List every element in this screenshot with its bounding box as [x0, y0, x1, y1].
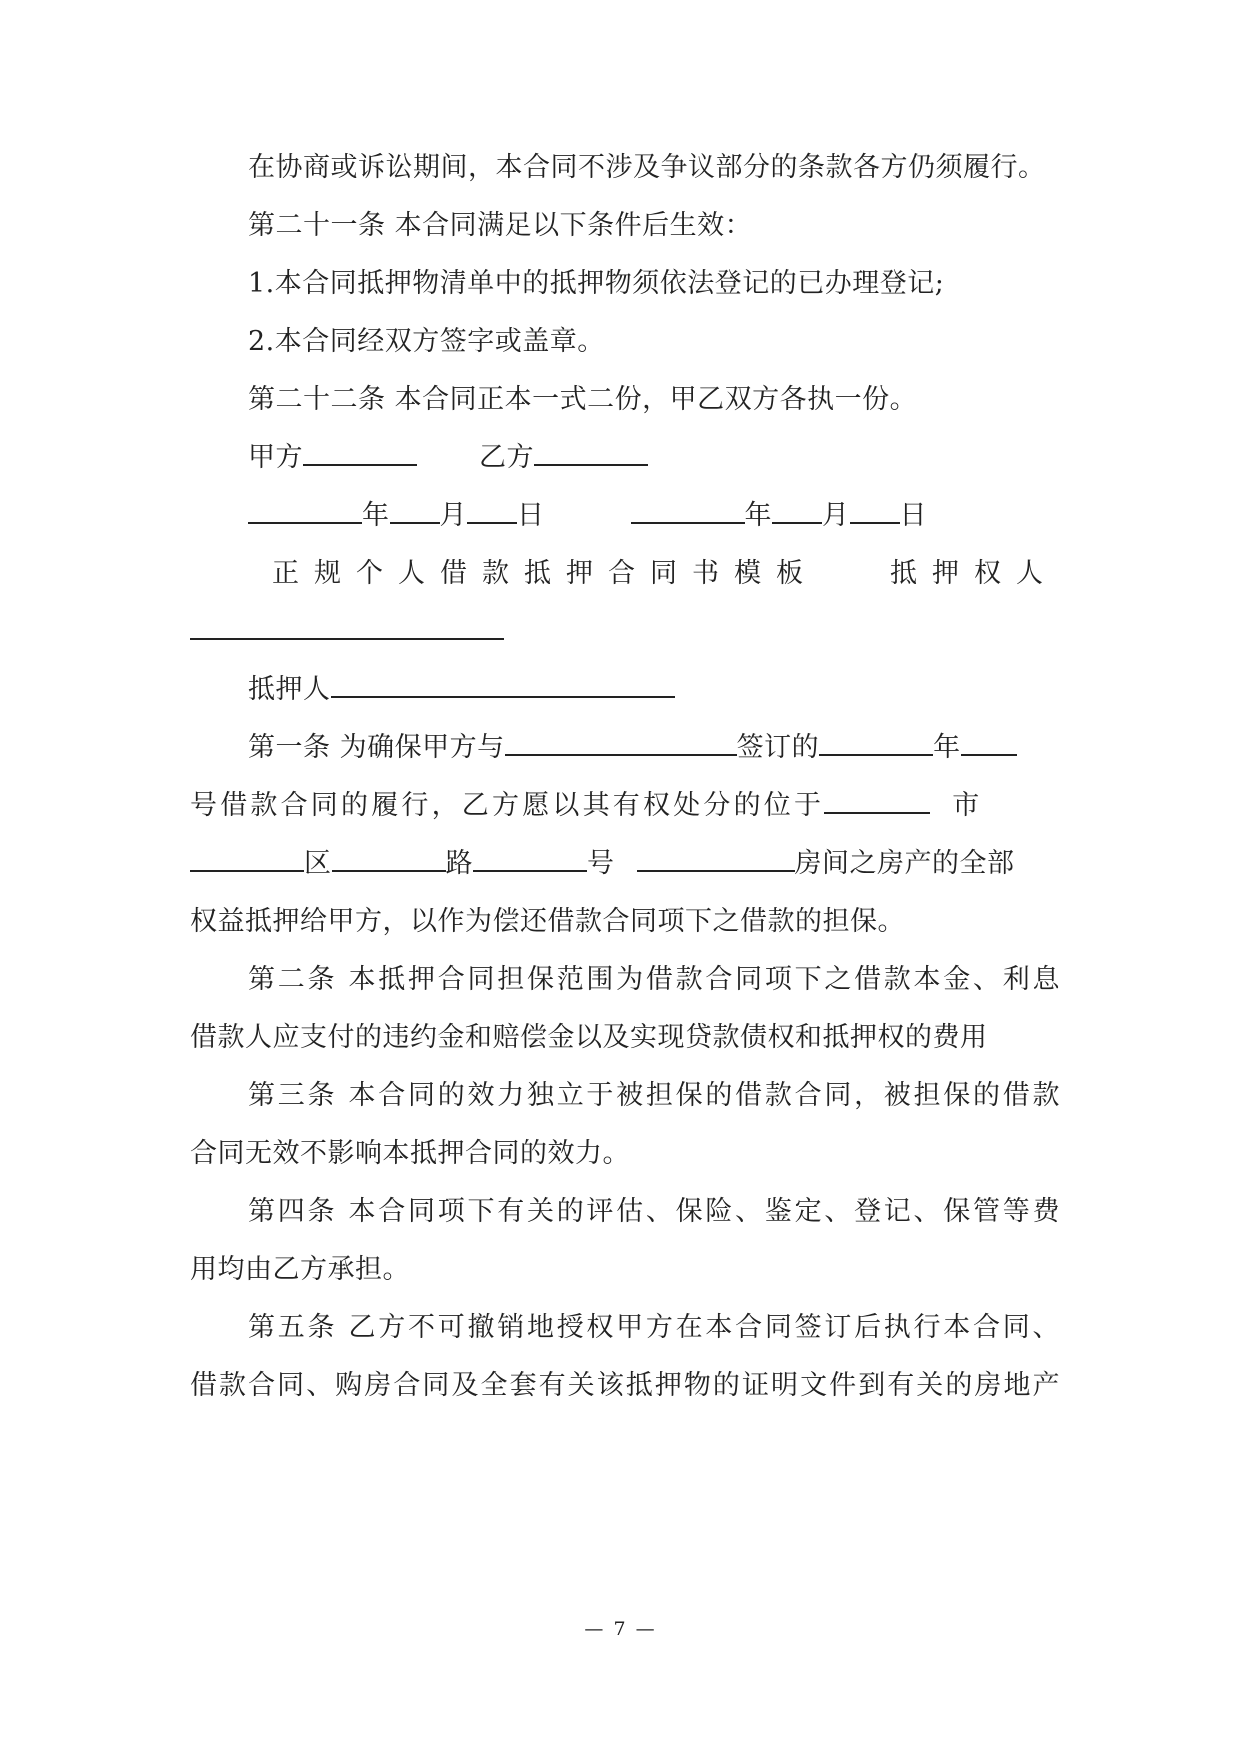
- fill-blank: [332, 844, 446, 872]
- signature-parties: [248, 438, 1060, 478]
- text-line: 在协商或诉讼期间，本合同不涉及争议部分的条款各方仍须履行。: [248, 152, 1046, 183]
- text-line: 权益抵押给甲方，以作为偿还借款合同项下之借款的担保。: [190, 906, 905, 937]
- text-segment: 号借款合同的履行，乙方愿以其有权处分的位于: [190, 790, 825, 821]
- party-a-label: 甲方: [248, 442, 303, 473]
- article-4-line-2: 用均由乙方承担。: [190, 1254, 410, 1285]
- party-a-blank: [303, 438, 417, 466]
- mortgagor-line: [248, 670, 1060, 710]
- text-segment: 号: [587, 848, 615, 879]
- page-number: — 7 —: [584, 1618, 657, 1640]
- text-segment: 房间之房产的全部: [794, 848, 1015, 879]
- fill-blank: [637, 844, 795, 872]
- article-1-line-3: [190, 844, 1060, 884]
- article-5-line-2: 借款合同、购房合同及全套有关该抵押物的证明文件到有关的房地产: [190, 1370, 1060, 1401]
- year-label: 年: [362, 500, 390, 531]
- month-blank: [772, 496, 822, 524]
- month-blank: [390, 496, 440, 524]
- year-blank: [248, 496, 362, 524]
- fill-blank: [505, 728, 737, 756]
- party-b-blank: [534, 438, 648, 466]
- text-line: 1.本合同抵押物清单中的抵押物须依法登记的已办理登记;: [248, 268, 945, 299]
- signature-dates: [248, 496, 1060, 536]
- document-title: 正规个人借款抵押合同书模板: [272, 558, 818, 589]
- month-label: 月: [439, 500, 467, 531]
- article-2-line-2: 借款人应支付的违约金和赔偿金以及实现贷款债权和抵押权的费用: [190, 1022, 988, 1053]
- day-label: 日: [517, 500, 545, 531]
- fill-blank: [190, 844, 304, 872]
- mortgagor-label: 抵押人: [248, 674, 331, 705]
- fill-blank: [819, 728, 933, 756]
- party-b-label: 乙方: [479, 442, 534, 473]
- article-22-heading: 第二十二条 本合同正本一式二份，甲乙双方各执一份。: [248, 384, 918, 415]
- article-21-heading: 第二十一条 本合同满足以下条件后生效：: [248, 210, 753, 241]
- text-segment: 路: [445, 848, 473, 879]
- article-5-line-1: 第五条 乙方不可撤销地授权甲方在本合同签订后执行本合同、: [248, 1312, 1060, 1343]
- text-segment: 年: [933, 732, 961, 763]
- day-blank: [467, 496, 517, 524]
- article-1-line-1: [248, 728, 1060, 768]
- text-segment: 市: [952, 790, 980, 821]
- mortgagor-blank: [331, 670, 675, 698]
- article-3-line-1: 第三条 本合同的效力独立于被担保的借款合同，被担保的借款: [248, 1080, 1060, 1111]
- fill-blank: [473, 844, 587, 872]
- article-3-line-2: 合同无效不影响本抵押合同的效力。: [190, 1138, 630, 1169]
- year-label: 年: [744, 500, 772, 531]
- article-1-line-2: [190, 786, 1060, 826]
- fill-blank: [824, 786, 930, 814]
- text-segment: 区: [304, 848, 332, 879]
- article-4-line-1: 第四条 本合同项下有关的评估、保险、鉴定、登记、保管等费: [248, 1196, 1060, 1227]
- mortgagee-blank: [190, 612, 504, 640]
- text-segment: 第一条 为确保甲方与: [248, 732, 505, 763]
- day-blank: [850, 496, 900, 524]
- day-label: 日: [899, 500, 927, 531]
- article-2-line-1: 第二条 本抵押合同担保范围为借款合同项下之借款本金、利息: [248, 964, 1060, 995]
- text-segment: 签订的: [736, 732, 820, 763]
- month-label: 月: [822, 500, 850, 531]
- fill-blank: [961, 728, 1017, 756]
- text-line: 2.本合同经双方签字或盖章。: [248, 326, 605, 357]
- year-blank: [631, 496, 745, 524]
- mortgagee-label: 抵押权人: [890, 558, 1058, 589]
